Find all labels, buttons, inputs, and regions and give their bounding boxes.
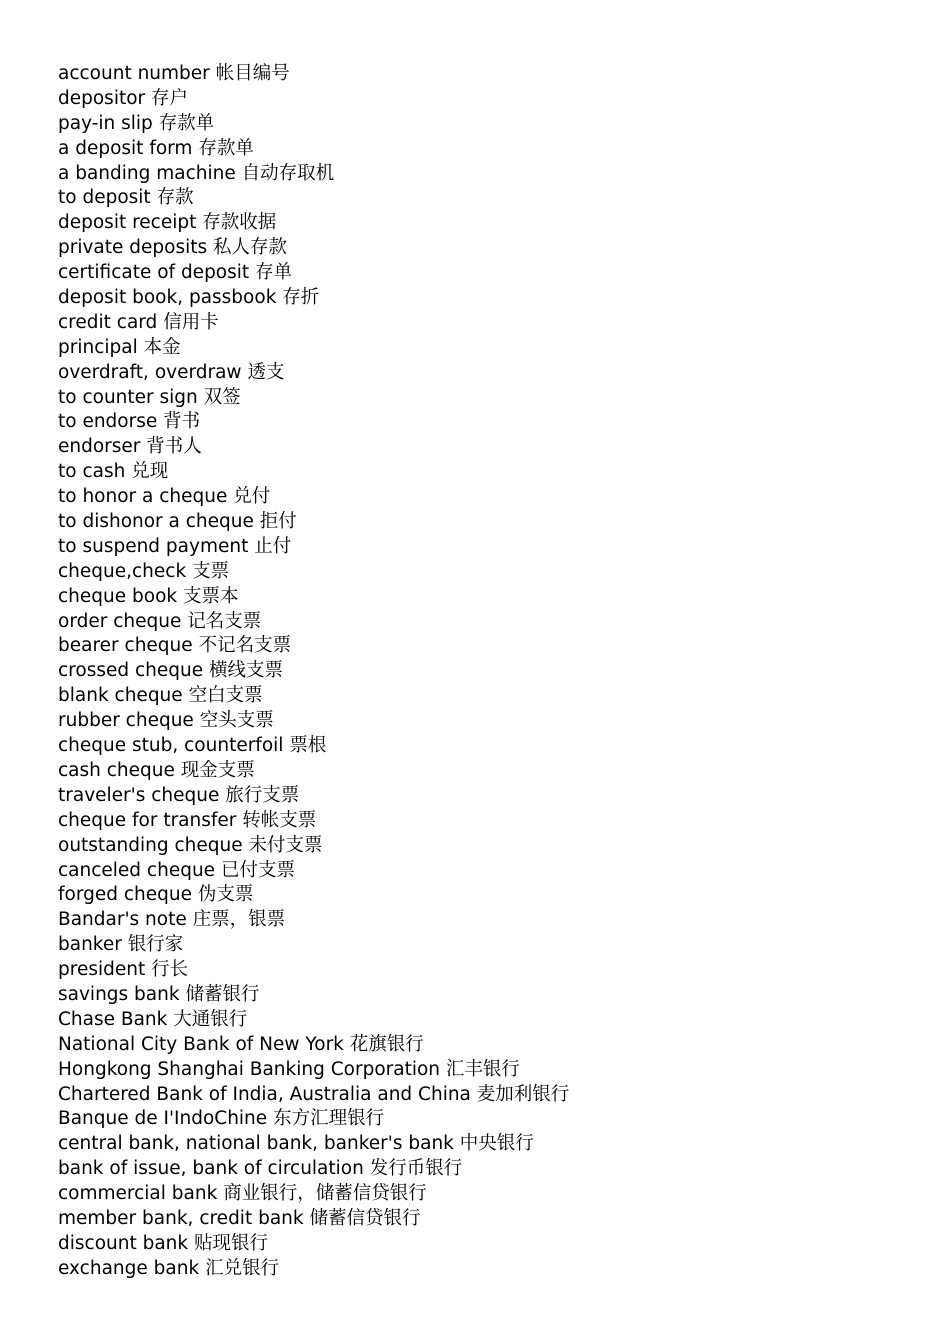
term-english: a deposit form (58, 137, 193, 159)
entry-1 (58, 87, 918, 112)
term-english: forged cheque (58, 884, 192, 906)
entry-43 (58, 1132, 918, 1157)
term-chinese: 未付支票 (248, 834, 323, 856)
term-chinese: 庄票，银票 (192, 909, 286, 931)
term-english: certificate of deposit (58, 262, 250, 284)
term-chinese: 花旗银行 (349, 1033, 424, 1055)
entry-26 (58, 709, 918, 734)
entry-25 (58, 684, 918, 709)
term-chinese: 中央银行 (459, 1133, 534, 1155)
term-chinese: 兑现 (131, 461, 169, 483)
entry-8 (58, 261, 918, 286)
term-english: to dishonor a cheque (58, 511, 254, 533)
term-english: crossed cheque (58, 660, 204, 682)
term-english: private deposits (58, 237, 208, 259)
term-english: a banding machine (58, 162, 236, 184)
term-english: exchange bank (58, 1257, 200, 1279)
term-english: overdraft, overdraw (58, 361, 242, 383)
entry-37 (58, 983, 918, 1008)
term-chinese: 记名支票 (187, 610, 262, 632)
term-chinese: 存折 (282, 287, 320, 309)
term-chinese: 本金 (143, 336, 181, 358)
term-chinese: 商业银行，储蓄信贷银行 (223, 1183, 427, 1205)
entry-2 (58, 112, 918, 137)
term-chinese: 兑付 (233, 486, 271, 508)
term-chinese: 发行币银行 (369, 1158, 463, 1180)
term-chinese: 背书人 (146, 436, 202, 458)
term-chinese: 储蓄信贷银行 (309, 1207, 421, 1229)
term-english: to honor a cheque (58, 486, 228, 508)
entry-21 (58, 585, 918, 610)
term-english: cheque book (58, 585, 178, 607)
term-chinese: 不记名支票 (198, 635, 292, 657)
entry-17 (58, 485, 918, 510)
term-english: bank of issue, bank of circulation (58, 1158, 364, 1180)
term-english: commercial bank (58, 1183, 218, 1205)
term-english: pay-in slip (58, 112, 153, 134)
entry-23 (58, 634, 918, 659)
term-english: Chase Bank (58, 1008, 168, 1030)
term-chinese: 存单 (255, 262, 293, 284)
term-english: cheque,check (58, 560, 187, 582)
entry-35 (58, 933, 918, 958)
term-english: member bank, credit bank (58, 1207, 304, 1229)
term-chinese: 已付支票 (220, 859, 295, 881)
term-chinese: 大通银行 (173, 1008, 248, 1030)
term-english: Hongkong Shanghai Banking Corporation (58, 1058, 441, 1080)
term-chinese: 行长 (151, 959, 189, 981)
entry-45 (58, 1182, 918, 1207)
entry-7 (58, 236, 918, 261)
term-english: blank cheque (58, 685, 183, 707)
term-chinese: 伪支票 (197, 884, 254, 906)
term-english: canceled cheque (58, 859, 216, 881)
term-english: outstanding cheque (58, 834, 243, 856)
entry-42 (58, 1107, 918, 1132)
entry-11 (58, 336, 918, 361)
term-chinese: 银行家 (127, 934, 184, 956)
term-english: rubber cheque (58, 710, 194, 732)
entry-41 (58, 1083, 918, 1108)
entry-40 (58, 1058, 918, 1083)
term-english: to endorse (58, 411, 158, 433)
term-chinese: 帐目编号 (215, 63, 290, 84)
term-chinese: 存款 (156, 187, 194, 209)
term-chinese: 麦加利银行 (476, 1083, 570, 1105)
term-chinese: 透支 (247, 361, 285, 383)
entry-0 (58, 62, 918, 87)
entry-13 (58, 386, 918, 411)
entry-15 (58, 435, 918, 460)
entry-3 (58, 137, 918, 162)
entry-22 (58, 610, 918, 635)
entry-31 (58, 834, 918, 859)
entry-20 (58, 560, 918, 585)
entry-29 (58, 784, 918, 809)
entry-44 (58, 1157, 918, 1182)
term-english: deposit book, passbook (58, 287, 277, 309)
entry-12 (58, 361, 918, 386)
entry-9 (58, 286, 918, 311)
entry-4 (58, 162, 918, 187)
entry-48 (58, 1257, 918, 1282)
term-chinese: 存款收据 (202, 212, 277, 234)
term-english: savings bank (58, 983, 180, 1005)
term-chinese: 旅行支票 (225, 784, 300, 806)
term-chinese: 存户 (151, 87, 189, 109)
entry-39 (58, 1033, 918, 1058)
term-english: cheque stub, counterfoil (58, 735, 284, 757)
term-chinese: 现金支票 (180, 759, 255, 781)
term-english: depositor (58, 87, 146, 109)
term-english: cash cheque (58, 759, 175, 781)
term-chinese: 汇丰银行 (445, 1058, 520, 1080)
term-chinese: 自动存取机 (241, 162, 335, 184)
entry-30 (58, 809, 918, 834)
term-chinese: 双签 (203, 386, 241, 408)
term-chinese: 转帐支票 (242, 809, 317, 831)
term-chinese: 横线支票 (209, 660, 284, 682)
entry-10 (58, 311, 918, 336)
term-english: credit card (58, 311, 158, 333)
term-english: banker (58, 934, 122, 956)
entry-18 (58, 510, 918, 535)
term-chinese: 储蓄银行 (185, 983, 260, 1005)
term-chinese: 拒付 (259, 511, 297, 533)
term-chinese: 存款单 (198, 137, 254, 159)
entry-47 (58, 1232, 918, 1257)
term-english: account number (58, 63, 210, 84)
entry-36 (58, 958, 918, 983)
entry-34 (58, 908, 918, 933)
term-chinese: 信用卡 (163, 311, 219, 333)
term-chinese: 支票本 (183, 585, 239, 607)
term-english: to deposit (58, 187, 151, 209)
term-chinese: 背书 (163, 411, 201, 433)
entry-32 (58, 859, 918, 884)
entry-5 (58, 186, 918, 211)
term-chinese: 止付 (254, 535, 292, 557)
entry-27 (58, 734, 918, 759)
term-english: Banque de I'IndoChine (58, 1108, 268, 1130)
term-english: cheque for transfer (58, 809, 237, 831)
term-english: to suspend payment (58, 535, 249, 557)
term-chinese: 私人存款 (213, 237, 288, 259)
term-chinese: 空白支票 (188, 685, 263, 707)
entry-6 (58, 211, 918, 236)
entry-19 (58, 535, 918, 560)
term-chinese: 汇兑银行 (205, 1257, 280, 1279)
term-chinese: 支票 (192, 560, 230, 582)
entry-16 (58, 460, 918, 485)
term-english: to cash (58, 461, 126, 483)
term-chinese: 存款单 (158, 112, 215, 134)
entry-38 (58, 1008, 918, 1033)
term-english: National City Bank of New York (58, 1033, 344, 1055)
term-english: endorser (58, 436, 141, 458)
entry-14 (58, 410, 918, 435)
term-english: Chartered Bank of India, Australia and China (58, 1083, 471, 1105)
term-chinese: 东方汇理银行 (273, 1108, 385, 1130)
entry-46 (58, 1207, 918, 1232)
entry-33 (58, 883, 918, 908)
term-english: to counter sign (58, 386, 198, 408)
term-english: central bank, national bank, banker's bank (58, 1133, 454, 1155)
term-english: order cheque (58, 610, 182, 632)
term-english: president (58, 959, 146, 981)
glossary-document (58, 62, 918, 1282)
term-chinese: 贴现银行 (194, 1232, 269, 1254)
term-english: deposit receipt (58, 212, 197, 234)
entry-28 (58, 759, 918, 784)
term-english: bearer cheque (58, 635, 193, 657)
term-english: discount bank (58, 1232, 189, 1254)
term-english: traveler's cheque (58, 784, 220, 806)
term-chinese: 票根 (289, 735, 327, 757)
term-english: Bandar's note (58, 909, 187, 931)
term-chinese: 空头支票 (199, 710, 274, 732)
entry-24 (58, 659, 918, 684)
term-english: principal (58, 336, 138, 358)
